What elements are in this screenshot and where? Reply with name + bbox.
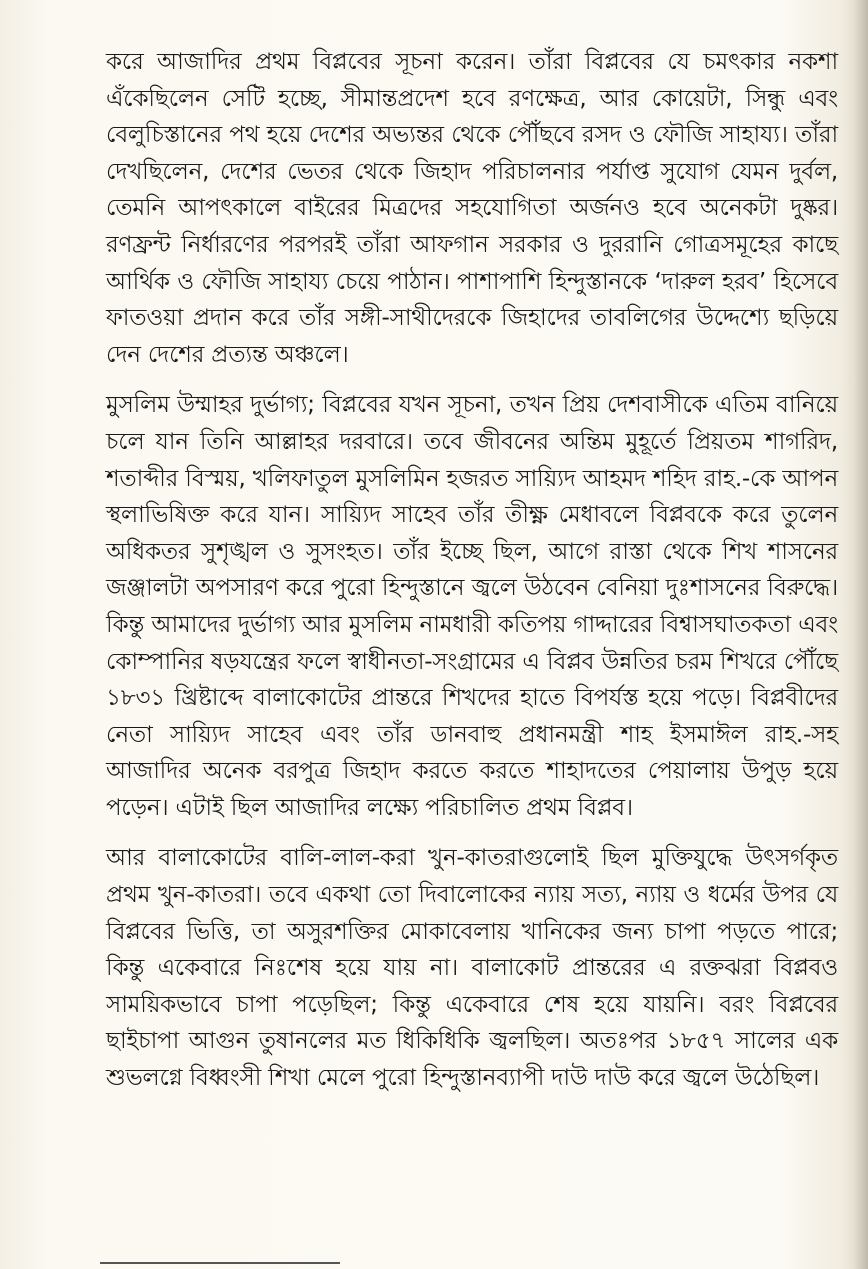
page-body-text: [106, 44, 838, 1113]
paragraph-3: আর বালাকোটের বালি-লাল-করা খুন-কাতরাগুলোই ছিল মুক্তিযুদ্ধে উৎসর্গকৃত প্রথম খুন-কাতরা। তবে একথা তো দিবালোকের ন্যায় সত্য, ন্যায় ও ধর্মের উপর যে বিপ্লবের ভিত্তি, তা অসুরশক্তির মোকাবেলায় খানিকের জন্য চাপা পড়তে পারে; কিন্তু একেবারে নিঃশেষ হয়ে যায় না। বালাকোট প্রান্তরের এ রক্তঝরা বিপ্লবও সাময়িকভাবে চাপা পড়েছিল; কিন্তু একেবারে শেষ হয়ে যায়নি। বরং বিপ্লবের ছাইচাপা আগুন তুষানলের মত ধিকিধিকি জ্বলছিল। অতঃপর ১৮৫৭ সালের এক শুভলগ্নে বিধ্বংসী শিখা মেলে পুরো হিন্দুস্তানব্যাপী দাউ দাউ করে জ্বলে উঠেছিল।: [106, 845, 838, 1092]
paragraph-1: করে আজাদির প্রথম বিপ্লবের সূচনা করেন। তাঁরা বিপ্লবের যে চমৎকার নকশা এঁকেছিলেন সেটি হচ্ছে, সীমান্তপ্রদেশ হবে রণক্ষেত্র, আর কোয়েটা, সিন্ধু এবং বেলুচিস্তানের পথ হয়ে দেশের অভ্যন্তর থেকে পৌঁছবে রসদ ও ফৌজি সাহায্য। তাঁরা দেখছিলেন, দেশের ভেতর থেকে জিহাদ পরিচালনার পর্যাপ্ত সুযোগ যেমন দুর্বল, তেমনি আপৎকালে বাইরের মিত্রদের সহযোগিতা অর্জনও হবে অনেকটা দুষ্কর। রণফ্রন্ট নির্ধারণের পরপরই তাঁরা আফগান সরকার ও দুররানি গোত্রসমূহের কাছে আর্থিক ও ফৌজি সাহায্য চেয়ে পাঠান। পাশাপাশি হিন্দুস্তানকে ‘দারুল হরব’ হিসেবে ফাতওয়া প্রদান করে তাঁর সঙ্গী-সাথীদেরকে জিহাদের তাবলিগের উদ্দেশ্যে ছড়িয়ে দেন দেশের প্রত্যন্ত অঞ্চলে।: [106, 49, 838, 368]
footer-divider: [100, 1262, 340, 1264]
page-edge-shadow: [854, 0, 868, 1269]
paragraph-2: মুসলিম উম্মাহর দুর্ভাগ্য; বিপ্লবের যখন সূচনা, তখন প্রিয় দেশবাসীকে এতিম বানিয়ে চলে যান তিনি আল্লাহর দরবারে। তবে জীবনের অন্তিম মুহূর্তে প্রিয়তম শাগরিদ, শতাব্দীর বিস্ময়, খলিফাতুল মুসলিমিন হজরত সায়্যিদ আহমদ শহিদ রাহ.-কে আপন স্থলাভিষিক্ত করে যান। সায়্যিদ সাহেব তাঁর তীক্ষ্ণ মেধাবলে বিপ্লবকে করে তুলেন অধিকতর সুশৃঙ্খল ও সুসংহত। তাঁর ইচ্ছে ছিল, আগে রাস্তা থেকে শিখ শাসনের জঞ্জালটা অপসারণ করে পুরো হিন্দুস্তানে জ্বলে উঠবেন বেনিয়া দুঃশাসনের বিরুদ্ধে। কিন্তু আমাদের দুর্ভাগ্য আর মুসলিম নামধারী কতিপয় গাদ্দারের বিশ্বাসঘাতকতা এবং কোম্পানির ষড়যন্ত্রের ফলে স্বাধীনতা-সংগ্রামের এ বিপ্লব উন্নতির চরম শিখরে পৌঁছে ১৮৩১ খ্রিষ্টাব্দে বালাকোটের প্রান্তরে শিখদের হাতে বিপর্যস্ত হয়ে পড়ে। বিপ্লবীদের নেতা সায়্যিদ সাহেব এবং তাঁর ডানবাহু প্রধানমন্ত্রী শাহ ইসমাঈল রাহ.-সহ আজাদির অনেক বরপুত্র জিহাদ করতে করতে শাহাদতের পেয়ালায় উপুড় হয়ে পড়েন। এটাই ছিল আজাদির লক্ষ্যে পরিচালিত প্রথম বিপ্লব।: [106, 392, 838, 821]
